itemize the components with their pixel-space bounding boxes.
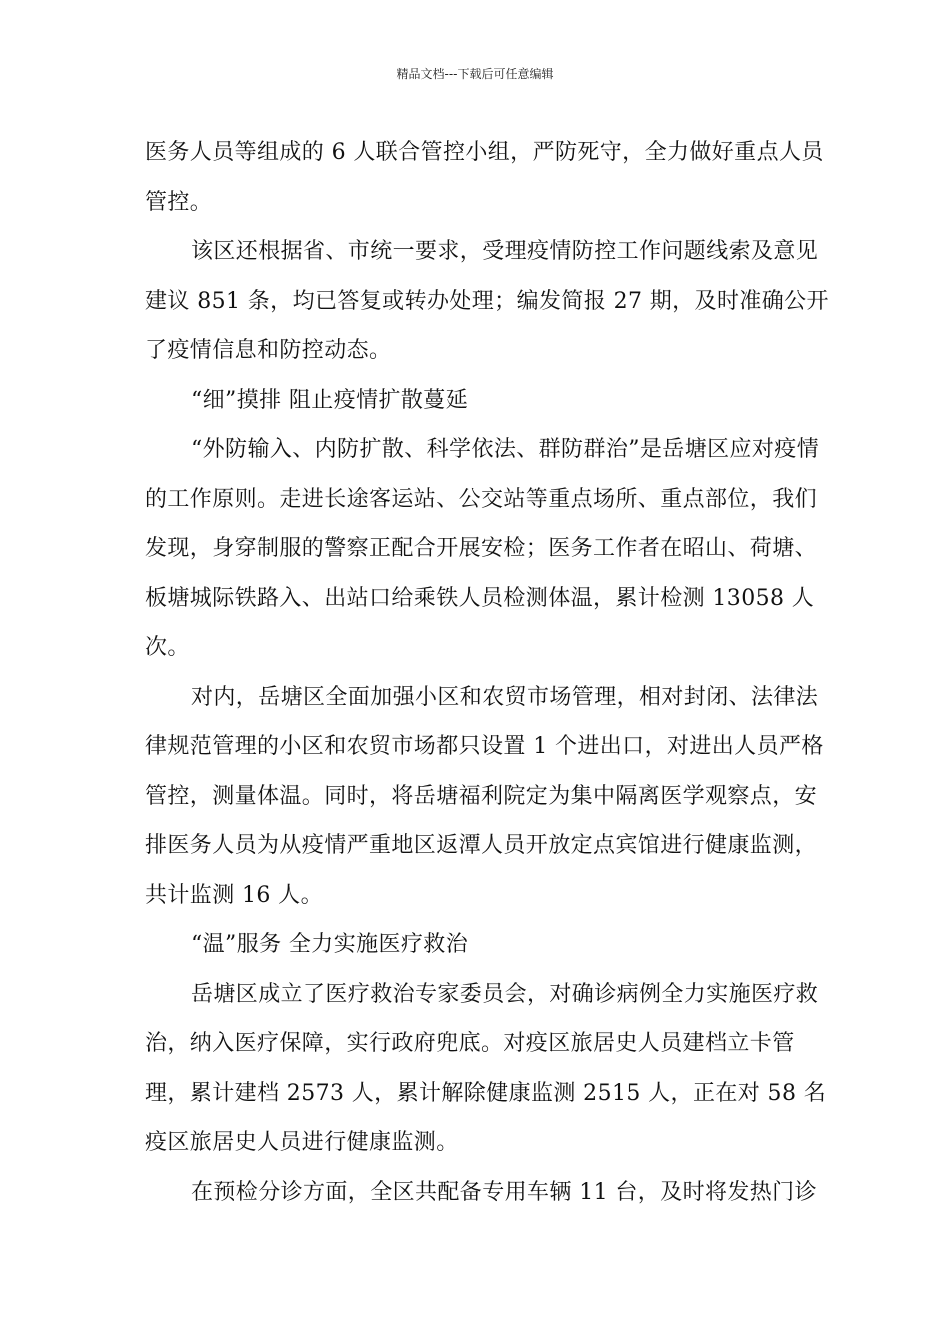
section-heading: “细”摸排 阻止疫情扩散蔓延 — [191, 387, 469, 413]
paragraph: 该区还根据省、市统一要求，受理疫情防控工作问题线索及意见建议 851 条，均已答复或转办处理；编发简报 27 期，及时准确公开了疫情信息和防控动态。 — [145, 239, 829, 363]
paragraph: “外防输入、内防扩散、科学依法、群防群治”是岳塘区应对疫情的工作原则。走进长途客运站、公交站等重点场所、重点部位，我们发现，身穿制服的警察正配合开展安检；医务工作者在昭山、荷塘、板塘城际铁路入、出站口给乘铁人员检测体温，累计检测 13058 人次。 — [145, 437, 820, 660]
page-header: 精品文档---下载后可任意编辑 — [396, 67, 554, 81]
document-body — [145, 128, 830, 1217]
paragraph: 岳塘区成立了医疗救治专家委员会，对确诊病例全力实施医疗救治，纳入医疗保障，实行政府兜底。对疫区旅居史人员建档立卡管理，累计建档 2573 人，累计解除健康监测 2515 人，正在对 58 名疫区旅居史人员进行健康监测。 — [145, 981, 827, 1155]
paragraph: 对内，岳塘区全面加强小区和农贸市场管理，相对封闭、法律法律规范管理的小区和农贸市场都只设置 1 个进出口，对进出人员严格管控，测量体温。同时，将岳塘福利院定为集中隔离医学观察点，安排医务人员为从疫情严重地区返潭人员开放定点宾馆进行健康监测，共计监测 16 人。 — [145, 684, 824, 908]
paragraph-continuation: 医务人员等组成的 6 人联合管控小组，严防死守，全力做好重点人员管控。 — [145, 140, 824, 215]
section-heading: “温”服务 全力实施医疗救治 — [191, 932, 469, 957]
paragraph: 在预检分诊方面，全区共配备专用车辆 11 台，及时将发热门诊 — [191, 1179, 817, 1205]
